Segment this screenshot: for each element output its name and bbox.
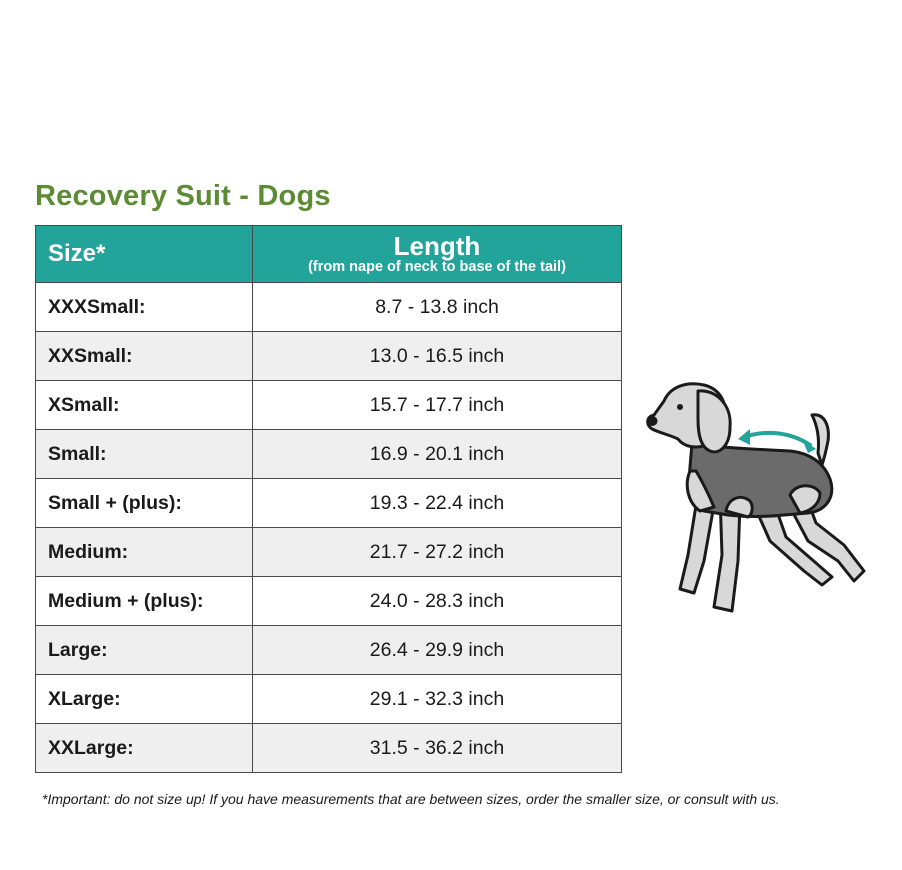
row-length: 29.1 - 32.3 inch [253,675,622,724]
row-size: XSmall: [36,381,253,430]
row-length: 19.3 - 22.4 inch [253,479,622,528]
row-length: 24.0 - 28.3 inch [253,577,622,626]
row-size: Large: [36,626,253,675]
table-row [36,577,622,626]
row-length: 21.7 - 27.2 inch [253,528,622,577]
row-length: 8.7 - 13.8 inch [253,283,622,332]
row-size: Medium + (plus): [36,577,253,626]
row-size: XXSmall: [36,332,253,381]
table-row [36,381,622,430]
size-chart-table [35,225,622,773]
row-length: 31.5 - 36.2 inch [253,724,622,773]
header-length [253,226,622,283]
row-size: XLarge: [36,675,253,724]
header-length-note: (from nape of neck to base of the tail) [308,259,566,275]
row-size: Small + (plus): [36,479,253,528]
row-size: XXLarge: [36,724,253,773]
table-row [36,675,622,724]
row-length: 16.9 - 20.1 inch [253,430,622,479]
dog-in-recovery-suit-icon [640,375,880,625]
table-row [36,626,622,675]
row-length: 13.0 - 16.5 inch [253,332,622,381]
header-size: Size* [36,226,253,283]
table-row [36,724,622,773]
table-header-row [36,226,622,283]
header-length-label: Length [393,231,481,261]
table-row [36,332,622,381]
table-row [36,528,622,577]
row-size: Medium: [36,528,253,577]
table-row [36,430,622,479]
row-size: Small: [36,430,253,479]
table-row [36,479,622,528]
page-title: Recovery Suit - Dogs [35,180,331,212]
row-length: 15.7 - 17.7 inch [253,381,622,430]
row-size: XXXSmall: [36,283,253,332]
table-row [36,283,622,332]
row-length: 26.4 - 29.9 inch [253,626,622,675]
footnote: *Important: do not size up! If you have measurements that are between sizes, order the smaller size, or consult with us. [42,791,780,807]
